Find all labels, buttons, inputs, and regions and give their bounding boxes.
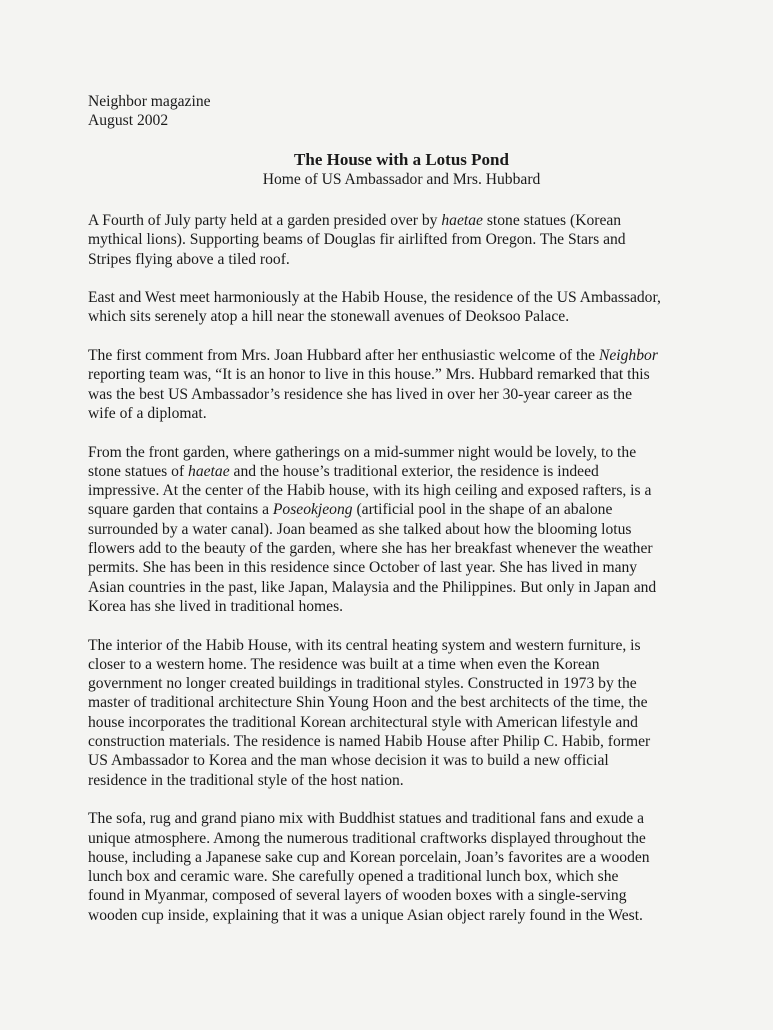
paragraph — [88, 443, 693, 617]
italic-term: Neighbor — [598, 347, 658, 365]
italic-term: haetae — [441, 212, 483, 229]
text-line: permits. She has been in this residence since October of last year. She has lived in many — [88, 559, 638, 577]
text-line: stone statues of haetae and the house’s traditional exterior, the residence is indeed — [88, 462, 599, 480]
text-line: impressive. At the center of the Habib house, with its high ceiling and exposed rafters, is a — [88, 482, 652, 500]
text-line: closer to a western home. The residence was built at a time when even the Korean — [88, 655, 600, 673]
paragraph — [88, 809, 693, 925]
text-line: lunch box and ceramic ware. She carefully opened a traditional lunch box, which she — [88, 868, 619, 886]
text-line: master of traditional architecture Shin Young Hoon and the best architects of the time, the — [88, 694, 648, 712]
text-line: Asian countries in the past, like Japan, Malaysia and the Philippines. But only in Japan and — [88, 578, 657, 596]
italic-term: haetae — [188, 462, 230, 480]
text-line: From the front garden, where gatherings on a mid-summer night would be lovely, to the — [88, 443, 637, 461]
text-line: unique atmosphere. Among the numerous traditional craftworks displayed throughout the — [88, 829, 646, 847]
text-line: house, including a Japanese sake cup and Korean porcelain, Joan’s favorites are a wooden — [88, 848, 650, 866]
text-line: found in Myanmar, composed of several layers of wooden boxes with a single-serving — [88, 887, 627, 905]
text-line: The interior of the Habib House, with its central heating system and western furniture, is — [88, 636, 641, 654]
text-line: flowers add to the beauty of the garden, where she has her breakfast whenever the weather — [88, 540, 653, 558]
article-title: The House with a Lotus Pond — [294, 150, 509, 169]
paragraph — [88, 288, 693, 327]
text-line: government no longer created buildings in traditional styles. Constructed in 1973 by the — [88, 675, 637, 693]
text-line: East and West meet harmoniously at the Habib House, the residence of the US Ambassador, — [88, 289, 661, 307]
publication-name: Neighbor magazine — [88, 93, 211, 110]
text-line: was the best US Ambassador’s residence she has lived in over her 30-year career as the — [88, 385, 633, 403]
title-block — [0, 150, 773, 189]
article-body — [88, 211, 693, 944]
text-line: wooden cup inside, explaining that it was a unique Asian object rarely found in the West. — [88, 906, 643, 924]
text-line: Korea has she lived in traditional homes. — [88, 597, 344, 615]
masthead — [88, 92, 211, 130]
text-line: wife of a diplomat. — [88, 404, 207, 422]
publication-date: August 2002 — [88, 112, 169, 129]
paragraph — [88, 211, 693, 269]
text-line: mythical lions). Supporting beams of Douglas fir airlifted from Oregon. The Stars and — [88, 231, 626, 249]
text-line: The sofa, rug and grand piano mix with Buddhist statues and traditional fans and exude a — [88, 810, 645, 828]
paragraph — [88, 346, 693, 423]
text-line: construction materials. The residence is named Habib House after Philip C. Habib, former — [88, 733, 651, 751]
italic-term: Poseokjeong — [272, 501, 353, 519]
text-line: Stripes flying above a tiled roof. — [88, 250, 290, 268]
text-line: which sits serenely atop a hill near the stonewall avenues of Deoksoo Palace. — [88, 308, 570, 326]
text-line: residence in the traditional style of the host nation. — [88, 771, 404, 789]
paragraph — [88, 636, 693, 790]
text-line: surrounded by a water canal). Joan beamed as she talked about how the blooming lotus — [88, 520, 632, 538]
article-subtitle: Home of US Ambassador and Mrs. Hubbard — [262, 171, 541, 188]
text-line: US Ambassador to Korea and the man whose decision it was to build a new official — [88, 752, 609, 770]
text-line: A Fourth of July party held at a garden presided over by haetae stone statues (Korean — [88, 212, 622, 229]
text-line: house incorporates the traditional Korean architectural style with American lifestyle and — [88, 713, 638, 731]
text-line: reporting team was, “It is an honor to live in this house.” Mrs. Hubbard remarked that this — [88, 366, 650, 384]
text-line: square garden that contains a Poseokjeong (artificial pool in the shape of an abalone — [88, 501, 613, 519]
text-line: The first comment from Mrs. Joan Hubbard after her enthusiastic welcome of the Neighbor — [88, 347, 658, 365]
